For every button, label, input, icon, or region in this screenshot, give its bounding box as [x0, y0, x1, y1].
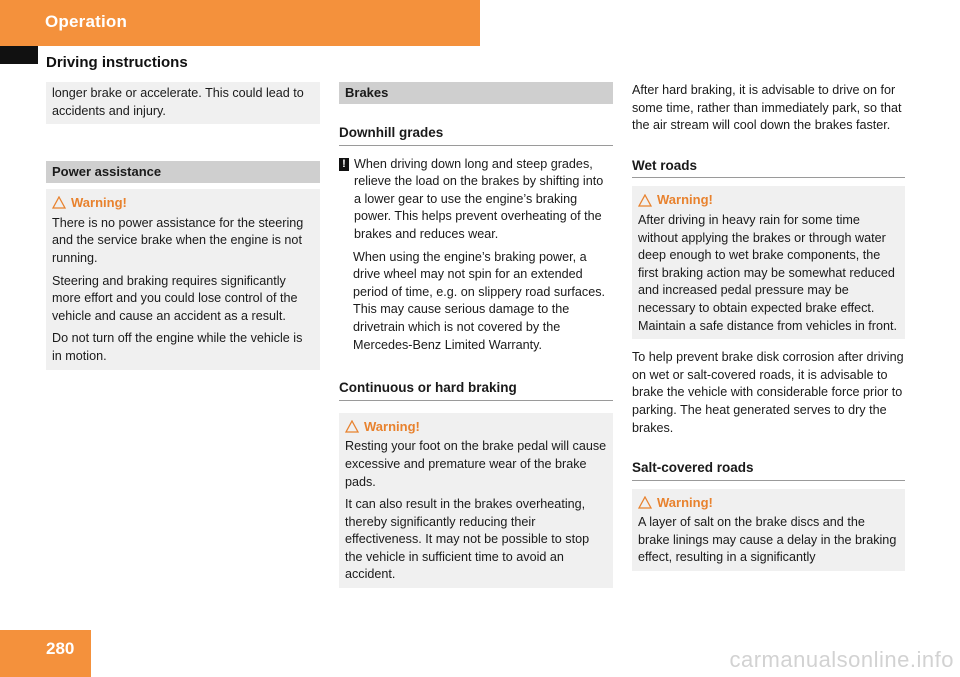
power-assistance-heading: Power assistance — [46, 161, 320, 183]
watermark: carmanualsonline.info — [729, 647, 954, 672]
hard-braking-warning — [339, 413, 613, 588]
warning-paragraph: It can also result in the brakes overheating, thereby significantly reducing their effectiveness. It may not be possible to stop the vehicle in sufficient time to avoid an accident. — [345, 497, 590, 582]
column-1 — [46, 82, 320, 370]
warning-paragraph: There is no power assistance for the steering and the service brake when the engine is not running. — [52, 215, 304, 265]
continued-text-box — [46, 82, 320, 124]
section-title: Operation — [45, 12, 128, 31]
power-assistance-warning — [46, 189, 320, 369]
column-3 — [632, 82, 905, 571]
warning-triangle-icon — [638, 194, 652, 207]
warning-triangle-icon — [345, 420, 359, 433]
notice-paragraph: When driving down long and steep grades, relieve the load on the brakes by shifting into a lower gear to use the engine’s braking power. This helps prevent overheating of the brakes and reduces wear. — [354, 156, 604, 241]
warning-paragraph: After driving in heavy rain for some time without applying the brakes or through water deep enough to wet brake components, the first braking action may be somewhat reduced and increased pedal pressure may be necessary to obtain expected brake effect. Maintain a safe distance from vehicles in front. — [638, 212, 897, 333]
warning-paragraph: Resting your foot on the brake pedal will cause excessive and premature wear of the brake pads. — [345, 439, 607, 489]
wet-roads-heading: Wet roads — [632, 157, 905, 179]
warning-paragraph: A layer of salt on the brake discs and the brake linings may cause a delay in the braking effect, resulting in a significantly — [638, 515, 897, 565]
warning-title: Warning! — [345, 418, 607, 436]
warning-paragraph: Do not turn off the engine while the vehicle is in motion. — [52, 331, 303, 363]
warning-triangle-icon — [52, 196, 66, 209]
continued-text: longer brake or accelerate. This could lead to accidents and injury. — [52, 86, 304, 118]
downhill-notice — [339, 156, 613, 244]
salt-roads-warning — [632, 489, 905, 571]
column-2 — [339, 82, 613, 588]
downhill-grades-heading: Downhill grades — [339, 124, 613, 146]
hard-braking-heading: Continuous or hard braking — [339, 379, 613, 401]
corrosion-text: To help prevent brake disk corrosion after driving on wet or salt-covered roads, it is advisable to brake the vehicle with considerable force prior to parking. The heat generated serves to dry the brakes. — [632, 350, 904, 435]
warning-title: Warning! — [638, 494, 899, 512]
notice-icon: ! — [339, 158, 349, 171]
after-braking-text: After hard braking, it is advisable to drive on for some time, rather than immediately park, so that the air stream will cool down the brakes faster. — [632, 83, 902, 133]
warning-title: Warning! — [638, 191, 899, 209]
subsection-title: Driving instructions — [46, 54, 188, 71]
salt-roads-heading: Salt-covered roads — [632, 459, 905, 481]
page-number: 280 — [46, 639, 75, 658]
brakes-heading: Brakes — [339, 82, 613, 104]
warning-triangle-icon — [638, 496, 652, 509]
wet-roads-warning — [632, 186, 905, 339]
header-marker — [0, 46, 38, 64]
warning-title: Warning! — [52, 194, 314, 212]
warning-paragraph: Steering and braking requires significantly more effort and you could lose control of the vehicle and cause an accident as a result. — [52, 273, 298, 323]
notice-paragraph: When using the engine’s braking power, a drive wheel may not spin for an extended period of time, e.g. on slippery road surfaces. This may cause serious damage to the drivetrain which is not covered by the Mercedes-Benz Limited Warranty. — [353, 249, 606, 352]
